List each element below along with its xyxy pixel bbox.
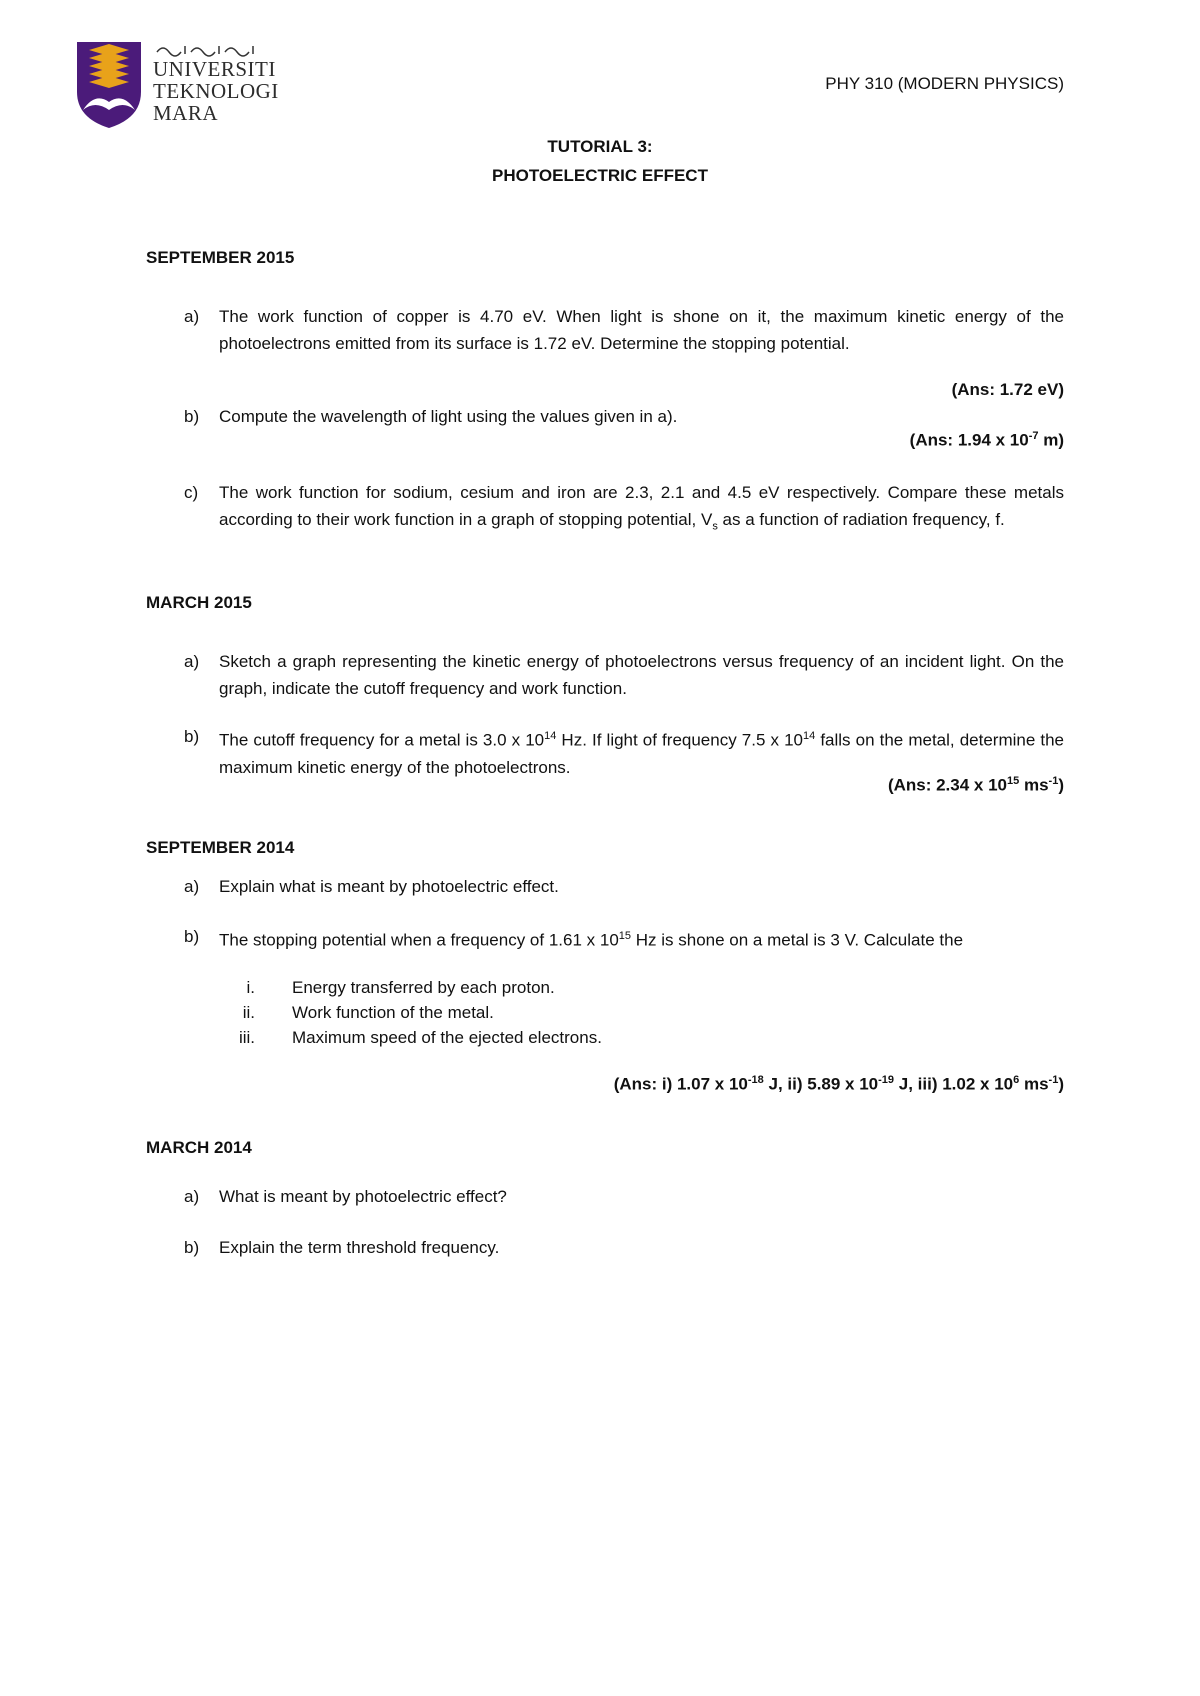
- question-sep2014-b: [146, 923, 1064, 954]
- sub-question-text: Energy transferred by each proton.: [292, 978, 555, 997]
- question-label: b): [184, 727, 200, 746]
- sub-question-number: iii.: [238, 1028, 255, 1047]
- section-heading-sep2014: SEPTEMBER 2014: [146, 838, 295, 857]
- question-sep2015-c: [146, 479, 1064, 540]
- question-text: Sketch a graph representing the kinetic energy of photoelectrons versus frequency of an incident light. On the graph, indicate the cutoff frequency and work function.: [219, 652, 1064, 698]
- question-text: The work function for sodium, cesium and iron are 2.3, 2.1 and 4.5 eV respectively. Compare these metals according to their work function in a graph of stopping potential, $V_s$ as a function of radiation frequency, f.: [219, 483, 1064, 533]
- question-text: Explain the term threshold frequency.: [219, 1238, 500, 1257]
- question-label: a): [184, 307, 200, 326]
- question-text: The stopping potential when a frequency of 1.61 x $10^{15}$ Hz is shone on a metal is 3 V. Calculate the: [219, 930, 964, 950]
- section-heading-mar2015: MARCH 2015: [146, 593, 252, 612]
- question-label: b): [184, 1238, 200, 1257]
- question-text: Explain what is meant by photoelectric effect.: [219, 877, 559, 896]
- sub-question-text: Work function of the metal.: [292, 1003, 494, 1022]
- question-label: c): [184, 483, 199, 502]
- tutorial-title: PHOTOELECTRIC EFFECT: [492, 166, 708, 185]
- section-heading-mar2014: MARCH 2014: [146, 1138, 252, 1157]
- question-sep2015-a: [146, 303, 1064, 357]
- question-text: The work function of copper is 4.70 eV. When light is shone on it, the maximum kinetic energy of the photoelectrons emitted from its surface is 1.72 eV. Determine the stopping potential.: [219, 307, 1064, 353]
- question-label: b): [184, 407, 200, 426]
- question-sep2014-a: [146, 873, 1064, 900]
- question-mar2014-b: [146, 1234, 1064, 1261]
- answer-sep2014-b: (Ans: i) 1.07 x $10^{-18}$ J, ii) 5.89 x $10^{-19}$ J, iii) 1.02 x $10^6$ $ms^{-1}$): [613, 1074, 1064, 1094]
- logo-jawi-script: [153, 40, 263, 58]
- uitm-logo: [75, 40, 279, 132]
- answer-sep2015-a: (Ans: 1.72 eV): [951, 380, 1064, 399]
- course-code: PHY 310 (MODERN PHYSICS): [825, 74, 1064, 93]
- sub-question-text: Maximum speed of the ejected electrons.: [292, 1028, 602, 1047]
- question-label: a): [184, 652, 200, 671]
- uitm-shield-icon: [75, 40, 143, 130]
- question-sep2015-b: [146, 403, 1064, 430]
- sub-question-number: i.: [246, 978, 255, 997]
- section-heading-sep2015: SEPTEMBER 2015: [146, 248, 295, 267]
- question-text: What is meant by photoelectric effect?: [219, 1187, 507, 1206]
- question-label: b): [184, 927, 200, 946]
- question-label: a): [184, 1187, 200, 1206]
- answer-sep2015-b: (Ans: 1.94 x $10^{-7}$ m): [909, 430, 1064, 450]
- question-text: The cutoff frequency for a metal is 3.0 x $10^{14}$ Hz. If light of frequency 7.5 x $10^{14}$ falls on the metal, determine the maximum kinetic energy of the photoelectrons.: [219, 730, 1065, 777]
- logo-wordmark: UNIVERSITI TEKNOLOGI MARA: [153, 57, 279, 125]
- question-mar2014-a: [146, 1183, 1064, 1210]
- question-text: Compute the wavelength of light using the values given in a).: [219, 407, 678, 426]
- sub-question-number: ii.: [242, 1003, 255, 1022]
- answer-mar2015-b: (Ans: 2.34 x $10^{15}$ $ms^{-1}$): [887, 775, 1064, 795]
- tutorial-number: TUTORIAL 3:: [547, 137, 653, 156]
- question-mar2015-a: [146, 648, 1064, 702]
- question-mar2015-b: [146, 723, 1064, 781]
- question-label: a): [184, 877, 200, 896]
